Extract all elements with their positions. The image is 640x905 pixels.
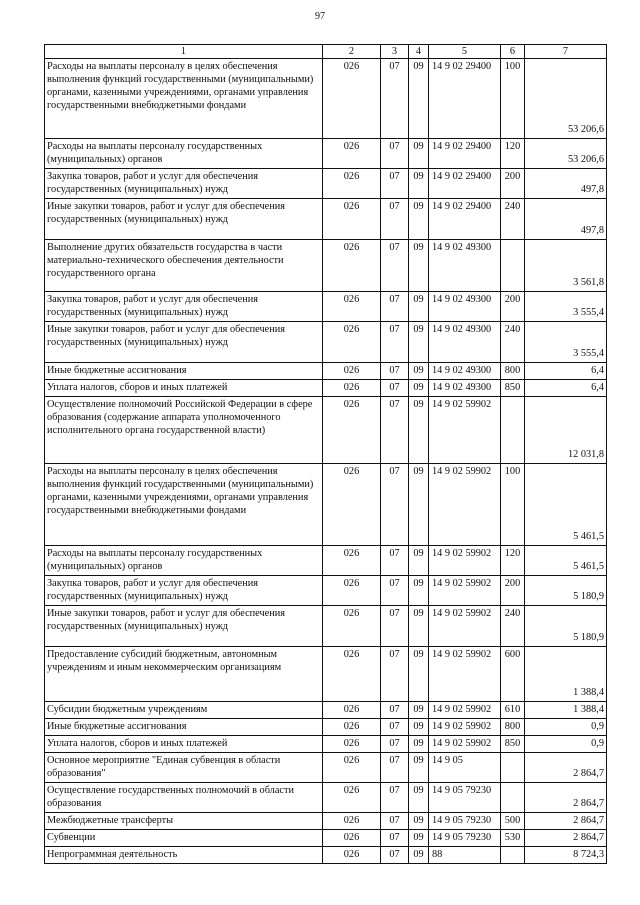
header-row <box>45 45 607 59</box>
row-expense-type: 240 <box>501 322 525 363</box>
row-amount: 3 555,4 <box>525 292 607 322</box>
row-expense-type <box>501 240 525 292</box>
row-description: Непрограммная деятельность <box>45 847 323 864</box>
row-expense-type: 530 <box>501 830 525 847</box>
table-row <box>45 169 607 199</box>
table-row <box>45 363 607 380</box>
row-section-code: 07 <box>381 783 409 813</box>
header-cell: 3 <box>381 45 409 59</box>
row-target-article: 14 9 05 79230 <box>429 813 501 830</box>
row-ministry-code: 026 <box>323 199 381 240</box>
row-description: Закупка товаров, работ и услуг для обеспечения государственных (муниципальных) нужд <box>45 169 323 199</box>
row-subsection-code: 09 <box>409 380 429 397</box>
row-description: Межбюджетные трансферты <box>45 813 323 830</box>
row-target-article: 14 9 02 59902 <box>429 576 501 606</box>
row-ministry-code: 026 <box>323 647 381 702</box>
table-row <box>45 59 607 139</box>
row-target-article: 14 9 02 49300 <box>429 322 501 363</box>
row-expense-type: 240 <box>501 606 525 647</box>
header-cell: 4 <box>409 45 429 59</box>
row-amount: 497,8 <box>525 169 607 199</box>
row-amount: 0,9 <box>525 736 607 753</box>
table-row <box>45 292 607 322</box>
row-section-code: 07 <box>381 199 409 240</box>
row-expense-type: 500 <box>501 813 525 830</box>
row-subsection-code: 09 <box>409 363 429 380</box>
row-subsection-code: 09 <box>409 199 429 240</box>
table-row <box>45 576 607 606</box>
row-target-article: 14 9 02 29400 <box>429 59 501 139</box>
row-section-code: 07 <box>381 606 409 647</box>
row-target-article: 14 9 02 49300 <box>429 363 501 380</box>
row-section-code: 07 <box>381 322 409 363</box>
row-expense-type: 200 <box>501 576 525 606</box>
row-expense-type: 200 <box>501 169 525 199</box>
row-ministry-code: 026 <box>323 736 381 753</box>
row-expense-type <box>501 847 525 864</box>
row-description: Расходы на выплаты персоналу в целях обеспечения выполнения функций государственными (муниципальными) органами, казенными учреждениями, органами управления государственными внебюджетными фондами <box>45 464 323 546</box>
row-section-code: 07 <box>381 847 409 864</box>
row-ministry-code: 026 <box>323 292 381 322</box>
row-amount: 2 864,7 <box>525 813 607 830</box>
row-expense-type: 200 <box>501 292 525 322</box>
row-description: Осуществление государственных полномочий в области образования <box>45 783 323 813</box>
row-subsection-code: 09 <box>409 647 429 702</box>
table-row <box>45 139 607 169</box>
table-row <box>45 199 607 240</box>
row-subsection-code: 09 <box>409 606 429 647</box>
row-section-code: 07 <box>381 813 409 830</box>
header-cell: 6 <box>501 45 525 59</box>
row-ministry-code: 026 <box>323 847 381 864</box>
page-number: 97 <box>315 11 325 22</box>
row-ministry-code: 026 <box>323 783 381 813</box>
row-expense-type: 120 <box>501 139 525 169</box>
table-row <box>45 322 607 363</box>
row-target-article: 14 9 02 29400 <box>429 169 501 199</box>
row-target-article: 14 9 05 79230 <box>429 783 501 813</box>
row-description: Предоставление субсидий бюджетным, автономным учреждениям и иным некоммерческим организациям <box>45 647 323 702</box>
row-section-code: 07 <box>381 464 409 546</box>
row-target-article: 14 9 02 59902 <box>429 546 501 576</box>
row-expense-type: 120 <box>501 546 525 576</box>
table-row <box>45 783 607 813</box>
row-target-article: 88 <box>429 847 501 864</box>
row-subsection-code: 09 <box>409 753 429 783</box>
row-ministry-code: 026 <box>323 719 381 736</box>
row-expense-type: 800 <box>501 719 525 736</box>
row-ministry-code: 026 <box>323 546 381 576</box>
row-subsection-code: 09 <box>409 397 429 464</box>
row-ministry-code: 026 <box>323 169 381 199</box>
header-cell: 5 <box>429 45 501 59</box>
row-expense-type: 240 <box>501 199 525 240</box>
row-description: Уплата налогов, сборов и иных платежей <box>45 380 323 397</box>
row-section-code: 07 <box>381 240 409 292</box>
row-target-article: 14 9 02 49300 <box>429 380 501 397</box>
row-subsection-code: 09 <box>409 847 429 864</box>
row-description: Осуществление полномочий Российской Федерации в сфере образования (содержание аппарата уполномоченного исполнительного органа государственной власти) <box>45 397 323 464</box>
row-description: Расходы на выплаты персоналу государственных (муниципальных) органов <box>45 546 323 576</box>
row-ministry-code: 026 <box>323 702 381 719</box>
row-subsection-code: 09 <box>409 240 429 292</box>
table-row <box>45 240 607 292</box>
row-section-code: 07 <box>381 546 409 576</box>
row-target-article: 14 9 02 59902 <box>429 736 501 753</box>
row-target-article: 14 9 02 59902 <box>429 647 501 702</box>
row-ministry-code: 026 <box>323 363 381 380</box>
row-amount: 2 864,7 <box>525 783 607 813</box>
row-description: Расходы на выплаты персоналу в целях обеспечения выполнения функций государственными (муниципальными) органами, казенными учреждениями, органами управления государственными внебюджетными фондами <box>45 59 323 139</box>
row-section-code: 07 <box>381 139 409 169</box>
row-subsection-code: 09 <box>409 59 429 139</box>
row-expense-type: 610 <box>501 702 525 719</box>
row-description: Расходы на выплаты персоналу государственных (муниципальных) органов <box>45 139 323 169</box>
row-amount: 53 206,6 <box>525 59 607 139</box>
table-row <box>45 647 607 702</box>
row-description: Субвенции <box>45 830 323 847</box>
row-ministry-code: 026 <box>323 464 381 546</box>
row-ministry-code: 026 <box>323 813 381 830</box>
row-section-code: 07 <box>381 647 409 702</box>
row-amount: 497,8 <box>525 199 607 240</box>
row-subsection-code: 09 <box>409 702 429 719</box>
row-description: Закупка товаров, работ и услуг для обеспечения государственных (муниципальных) нужд <box>45 576 323 606</box>
row-description: Иные бюджетные ассигнования <box>45 719 323 736</box>
row-target-article: 14 9 02 59902 <box>429 397 501 464</box>
row-description: Выполнение других обязательств государства в части материально-технического обеспечения деятельности государственного органа <box>45 240 323 292</box>
row-amount: 8 724,3 <box>525 847 607 864</box>
row-subsection-code: 09 <box>409 139 429 169</box>
row-target-article: 14 9 02 59902 <box>429 606 501 647</box>
row-subsection-code: 09 <box>409 292 429 322</box>
row-subsection-code: 09 <box>409 464 429 546</box>
row-expense-type <box>501 753 525 783</box>
row-ministry-code: 026 <box>323 397 381 464</box>
row-amount: 3 561,8 <box>525 240 607 292</box>
row-target-article: 14 9 02 59902 <box>429 702 501 719</box>
row-section-code: 07 <box>381 576 409 606</box>
row-subsection-code: 09 <box>409 322 429 363</box>
row-amount: 5 461,5 <box>525 464 607 546</box>
row-subsection-code: 09 <box>409 783 429 813</box>
row-expense-type: 850 <box>501 736 525 753</box>
row-target-article: 14 9 02 29400 <box>429 139 501 169</box>
row-amount: 5 180,9 <box>525 606 607 647</box>
row-amount: 2 864,7 <box>525 753 607 783</box>
row-description: Иные закупки товаров, работ и услуг для обеспечения государственных (муниципальных) нужд <box>45 606 323 647</box>
row-amount: 5 461,5 <box>525 546 607 576</box>
row-amount: 12 031,8 <box>525 397 607 464</box>
row-expense-type: 100 <box>501 59 525 139</box>
row-subsection-code: 09 <box>409 813 429 830</box>
row-target-article: 14 9 02 49300 <box>429 240 501 292</box>
row-subsection-code: 09 <box>409 719 429 736</box>
row-ministry-code: 026 <box>323 576 381 606</box>
row-section-code: 07 <box>381 397 409 464</box>
header-cell: 2 <box>323 45 381 59</box>
row-description: Субсидии бюджетным учреждениям <box>45 702 323 719</box>
row-section-code: 07 <box>381 169 409 199</box>
table-row <box>45 380 607 397</box>
row-subsection-code: 09 <box>409 576 429 606</box>
row-ministry-code: 026 <box>323 606 381 647</box>
row-description: Основное мероприятие "Единая субвенция в области образования" <box>45 753 323 783</box>
table-row <box>45 736 607 753</box>
header-cell: 1 <box>45 45 323 59</box>
row-expense-type: 600 <box>501 647 525 702</box>
row-target-article: 14 9 05 79230 <box>429 830 501 847</box>
table-row <box>45 847 607 864</box>
row-section-code: 07 <box>381 59 409 139</box>
row-target-article: 14 9 05 <box>429 753 501 783</box>
row-expense-type: 100 <box>501 464 525 546</box>
table-row <box>45 606 607 647</box>
row-subsection-code: 09 <box>409 830 429 847</box>
table-row <box>45 546 607 576</box>
row-section-code: 07 <box>381 830 409 847</box>
budget-table <box>44 44 607 864</box>
row-ministry-code: 026 <box>323 830 381 847</box>
row-expense-type <box>501 783 525 813</box>
row-amount: 2 864,7 <box>525 830 607 847</box>
row-subsection-code: 09 <box>409 736 429 753</box>
row-ministry-code: 026 <box>323 240 381 292</box>
row-expense-type: 800 <box>501 363 525 380</box>
row-description: Закупка товаров, работ и услуг для обеспечения государственных (муниципальных) нужд <box>45 292 323 322</box>
row-section-code: 07 <box>381 380 409 397</box>
row-description: Иные закупки товаров, работ и услуг для обеспечения государственных (муниципальных) нужд <box>45 199 323 240</box>
row-section-code: 07 <box>381 753 409 783</box>
row-amount: 53 206,6 <box>525 139 607 169</box>
row-ministry-code: 026 <box>323 59 381 139</box>
row-amount: 3 555,4 <box>525 322 607 363</box>
row-amount: 1 388,4 <box>525 702 607 719</box>
row-section-code: 07 <box>381 292 409 322</box>
row-amount: 6,4 <box>525 380 607 397</box>
table-row <box>45 813 607 830</box>
row-expense-type: 850 <box>501 380 525 397</box>
row-expense-type <box>501 397 525 464</box>
row-target-article: 14 9 02 59902 <box>429 464 501 546</box>
row-section-code: 07 <box>381 702 409 719</box>
row-section-code: 07 <box>381 736 409 753</box>
row-description: Иные бюджетные ассигнования <box>45 363 323 380</box>
row-description: Уплата налогов, сборов и иных платежей <box>45 736 323 753</box>
table-row <box>45 464 607 546</box>
row-ministry-code: 026 <box>323 753 381 783</box>
row-ministry-code: 026 <box>323 139 381 169</box>
row-amount: 6,4 <box>525 363 607 380</box>
table-row <box>45 830 607 847</box>
row-section-code: 07 <box>381 363 409 380</box>
table-row <box>45 702 607 719</box>
row-target-article: 14 9 02 29400 <box>429 199 501 240</box>
table-row <box>45 397 607 464</box>
row-amount: 1 388,4 <box>525 647 607 702</box>
table-row <box>45 753 607 783</box>
row-ministry-code: 026 <box>323 380 381 397</box>
row-subsection-code: 09 <box>409 169 429 199</box>
row-section-code: 07 <box>381 719 409 736</box>
row-target-article: 14 9 02 49300 <box>429 292 501 322</box>
row-amount: 0,9 <box>525 719 607 736</box>
row-subsection-code: 09 <box>409 546 429 576</box>
row-description: Иные закупки товаров, работ и услуг для обеспечения государственных (муниципальных) нужд <box>45 322 323 363</box>
table-row <box>45 719 607 736</box>
row-target-article: 14 9 02 59902 <box>429 719 501 736</box>
row-ministry-code: 026 <box>323 322 381 363</box>
header-cell: 7 <box>525 45 607 59</box>
row-amount: 5 180,9 <box>525 576 607 606</box>
